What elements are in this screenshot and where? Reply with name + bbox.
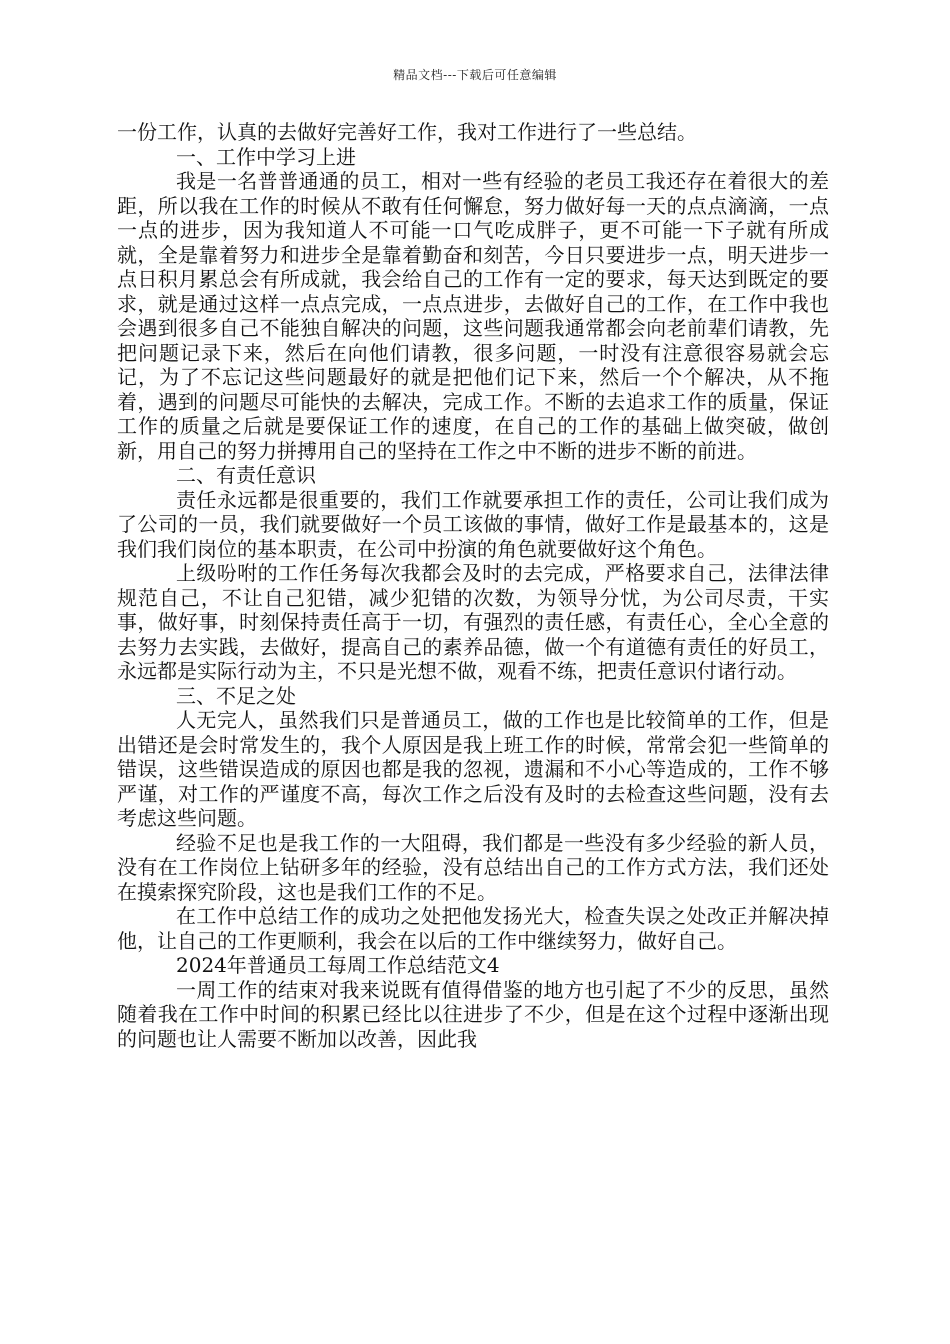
body-paragraph: 一周工作的结束对我来说既有值得借鉴的地方也引起了不少的反思，虽然随着我在工作中时间的积累已经比以往进步了不少，但是在这个过程中逐渐出现的问题也让人需要不断加以改善，因此我 bbox=[117, 977, 829, 1051]
body-paragraph: 经验不足也是我工作的一大阻碍，我们都是一些没有多少经验的新人员，没有在工作岗位上钻研多年的经验，没有总结出自己的工作方式方法，我们还处在摸索探究阶段，这也是我们工作的不足。 bbox=[117, 830, 829, 904]
section-heading-study: 一、工作中学习上进 bbox=[176, 144, 356, 169]
section-heading-shortcomings: 三、不足之处 bbox=[176, 683, 296, 708]
document-body bbox=[117, 120, 829, 1051]
intro-paragraph: 一份工作，认真的去做好完善好工作，我对工作进行了一些总结。 bbox=[117, 120, 697, 144]
section-heading-responsibility: 二、有责任意识 bbox=[176, 463, 316, 487]
body-paragraph: 我是一名普普通通的员工，相对一些有经验的老员工我还存在着很大的差距，所以我在工作的时候从不敢有任何懈怠，努力做好每一天的点点滴滴，一点一点的进步，因为我知道人不可能一口气吃成胖子，更不可能一下子就有所成就，全是靠着努力和进步全是靠着勤奋和刻苦，今日只要进步一点，明天进步一点日积月累总会有所成就，我会给自己的工作有一定的要求，每天达到既定的要求，就是通过这样一点点完成，一点点进步，去做好自己的工作，在工作中我也会遇到很多自己不能独自解决的问题，这些问题我通常都会向老前辈们请教，先把问题记录下来，然后在向他们请教，很多问题，一时没有注意很容易就会忘记，为了不忘记这些问题最好的就是把他们记下来，然后一个个解决，从不拖着，遇到的问题尽可能快的去解决，完成工作。不断的去追求工作的质量，保证工作的质量之后就是要保证工作的速度，在自己的工作的基础上做突破，做创新，用自己的努力拼搏用自己的坚持在工作之中不断的进步不断的前进。 bbox=[117, 169, 829, 463]
body-paragraph: 人无完人，虽然我们只是普通员工，做的工作也是比较简单的工作，但是出错还是会时常发生的，我个人原因是我上班工作的时候，常常会犯一些简单的错误，这些错误造成的原因也都是我的忽视，遗漏和不小心等造成的，工作不够严谨，对工作的严谨度不高，每次工作之后没有及时的去检查这些问题，没有去考虑这些问题。 bbox=[117, 708, 829, 830]
body-paragraph: 责任永远都是很重要的，我们工作就要承担工作的责任，公司让我们成为了公司的一员，我们就要做好一个员工该做的事情，做好工作是最基本的，这是我们我们岗位的基本职责，在公司中扮演的角色就要做好这个角色。 bbox=[117, 487, 829, 561]
page-header: 精品文档---下载后可任意编辑 bbox=[393, 68, 557, 82]
body-paragraph: 上级吩咐的工作任务每次我都会及时的去完成，严格要求自己，法律法律规范自己，不让自己犯错，减少犯错的次数，为领导分忧，为公司尽责，干实事，做好事，时刻保持责任高于一切，有强烈的责任感，有责任心，全心全意的去努力去实践，去做好，提高自己的素养品德，做一个有道德有责任的好员工，永远都是实际行动为主，不只是光想不做，观看不练，把责任意识付诸行动。 bbox=[117, 561, 829, 683]
body-paragraph: 在工作中总结工作的成功之处把他发扬光大，检查失误之处改正并解决掉他，让自己的工作更顺利，我会在以后的工作中继续努力，做好自己。 bbox=[117, 904, 829, 953]
article-title: 2024年普通员工每周工作总结范文4 bbox=[176, 953, 500, 977]
